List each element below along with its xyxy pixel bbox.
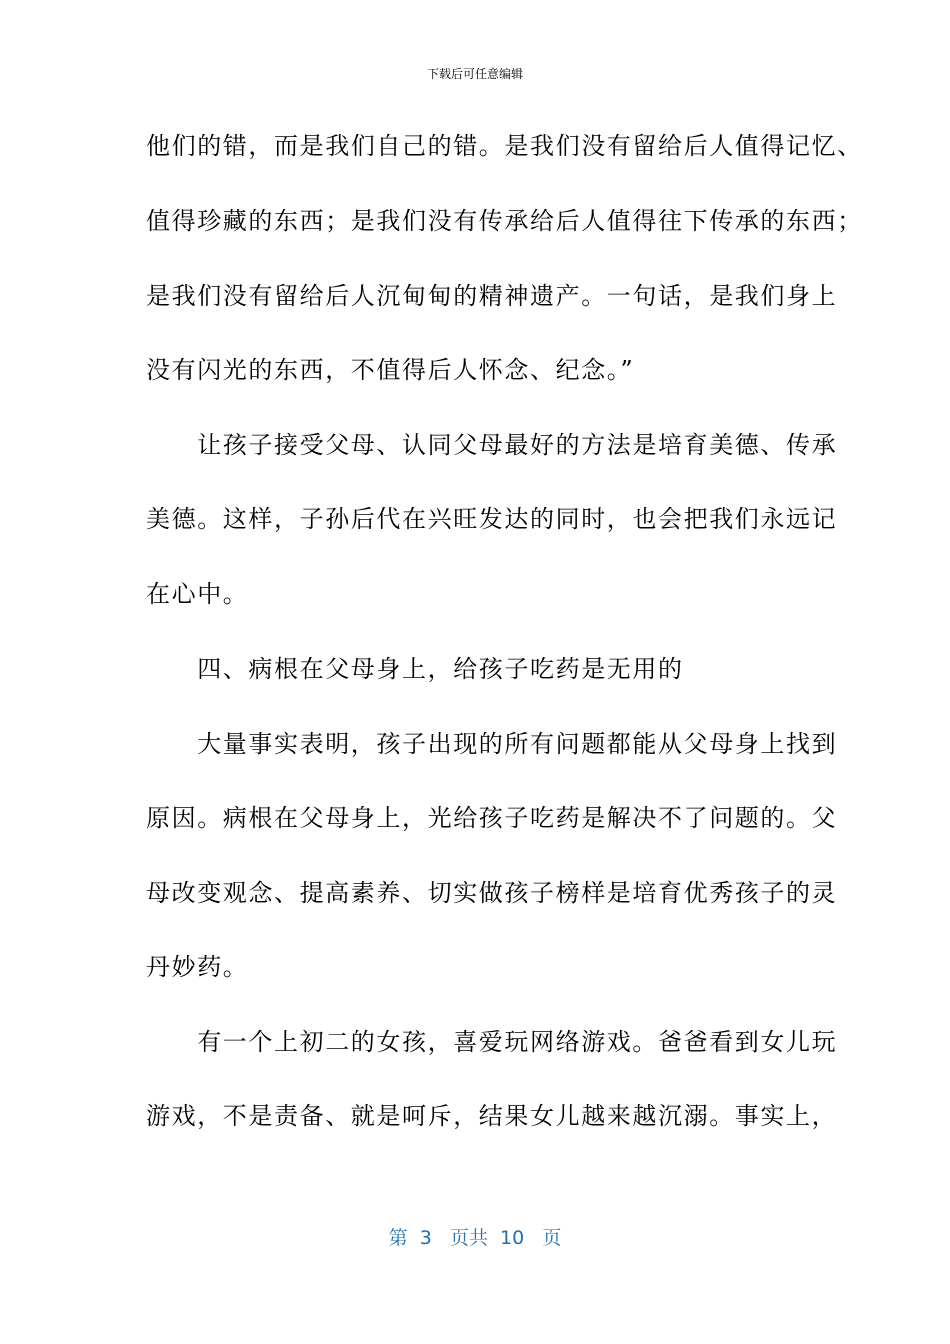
page-footer bbox=[0, 1226, 950, 1250]
body-line-3: 是我们没有留给后人沉甸甸的精神遗产。一句话，是我们身上 bbox=[146, 282, 838, 310]
body-line-4: 没有闪光的东西，不值得后人怀念、纪念。” bbox=[146, 356, 635, 384]
body-line-2: 值得珍藏的东西；是我们没有传承给后人值得往下传承的东西； bbox=[146, 207, 863, 235]
body-line-13: 有一个上初二的女孩，喜爱玩网络游戏。爸爸看到女儿玩 bbox=[146, 1028, 838, 1056]
page-header: 下载后可任意编辑 bbox=[426, 67, 523, 81]
body-line-9: 大量事实表明，孩子出现的所有问题都能从父母身上找到 bbox=[146, 730, 838, 758]
footer-middle: 页共 bbox=[449, 1227, 488, 1249]
footer-suffix: 页 bbox=[542, 1227, 562, 1249]
body-line-6: 美德。这样，子孙后代在兴旺发达的同时，也会把我们永远记 bbox=[146, 505, 838, 533]
footer-current-page: 3 bbox=[419, 1227, 432, 1249]
body-line-14: 游戏，不是责备、就是呵斥，结果女儿越来越沉溺。事实上， bbox=[146, 1102, 838, 1130]
section-heading: 四、病根在父母身上，给孩子吃药是无用的 bbox=[146, 655, 684, 683]
body-line-7: 在心中。 bbox=[146, 580, 249, 608]
body-line-12: 丹妙药。 bbox=[146, 953, 249, 981]
footer-prefix: 第 bbox=[388, 1227, 408, 1249]
body-line-10: 原因。病根在父母身上，光给孩子吃药是解决不了问题的。父 bbox=[146, 804, 838, 832]
body-line-5: 让孩子接受父母、认同父母最好的方法是培育美德、传承 bbox=[146, 431, 838, 459]
body-line-11: 母改变观念、提高素养、切实做孩子榜样是培育优秀孩子的灵 bbox=[146, 879, 838, 907]
footer-total-pages: 10 bbox=[500, 1227, 525, 1249]
body-line-1: 他们的错，而是我们自己的错。是我们没有留给后人值得记忆、 bbox=[146, 132, 863, 160]
